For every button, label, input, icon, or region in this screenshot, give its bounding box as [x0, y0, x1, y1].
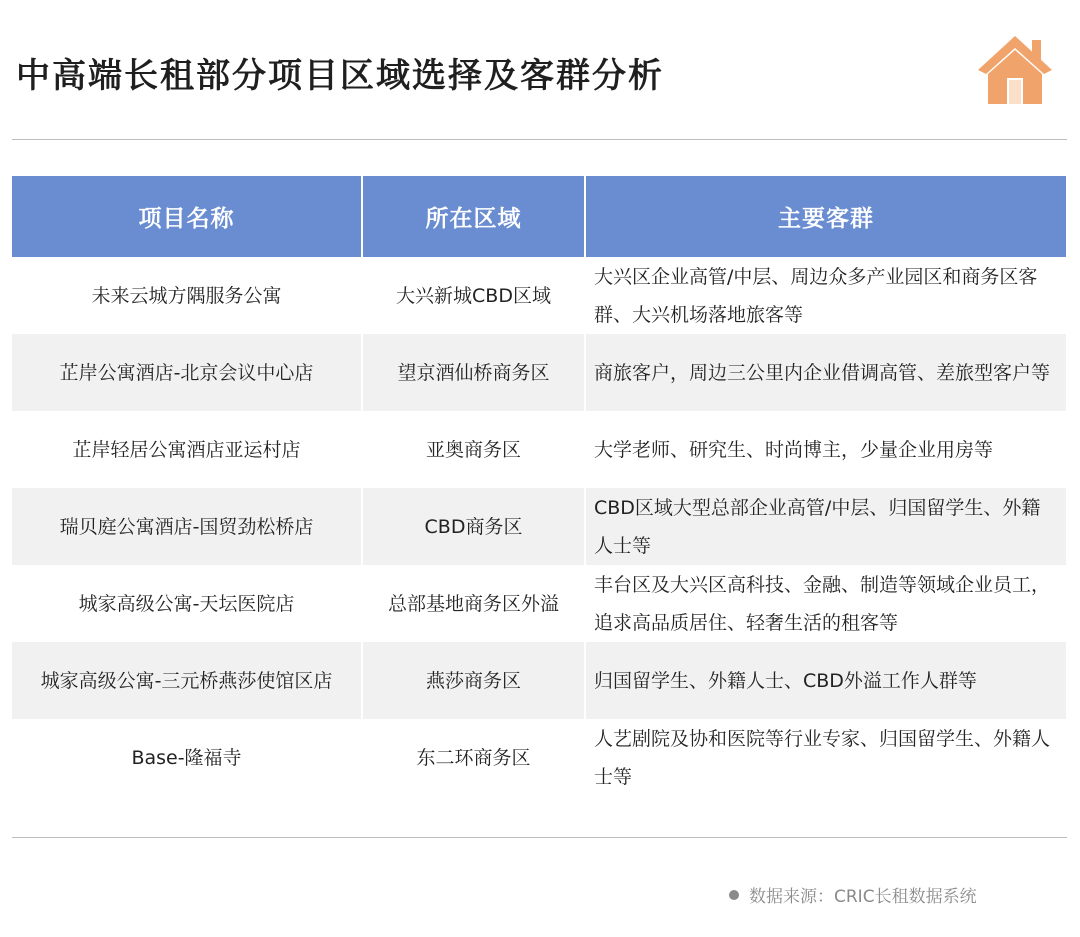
project-name-cell: 未来云城方隅服务公寓: [12, 257, 362, 334]
customers-cell: 大兴区企业高管/中层、周边众多产业园区和商务区客群、大兴机场落地旅客等: [585, 257, 1066, 334]
header-customers: 主要客群: [585, 176, 1066, 257]
region-cell: 亚奥商务区: [362, 411, 585, 488]
customers-cell: 归国留学生、外籍人士、CBD外溢工作人群等: [585, 642, 1066, 719]
table-header-row: [12, 176, 1066, 257]
table-row: [12, 719, 1066, 796]
project-name-cell: 城家高级公寓-天坛医院店: [12, 565, 362, 642]
header-project-name: 项目名称: [12, 176, 362, 257]
customers-cell: 人艺剧院及协和医院等行业专家、归国留学生、外籍人士等: [585, 719, 1066, 796]
top-divider: [12, 139, 1067, 140]
table-row: [12, 257, 1066, 334]
project-name-cell: 城家高级公寓-三元桥燕莎使馆区店: [12, 642, 362, 719]
table-row: [12, 642, 1066, 719]
region-cell: 燕莎商务区: [362, 642, 585, 719]
project-name-cell: 瑞贝庭公寓酒店-国贸劲松桥店: [12, 488, 362, 565]
bottom-divider: [12, 837, 1067, 838]
table-row: [12, 334, 1066, 411]
project-table: [12, 176, 1066, 796]
project-name-cell: 芷岸公寓酒店-北京会议中心店: [12, 334, 362, 411]
region-cell: 大兴新城CBD区域: [362, 257, 585, 334]
region-cell: 望京酒仙桥商务区: [362, 334, 585, 411]
region-cell: 总部基地商务区外溢: [362, 565, 585, 642]
dot-icon: [729, 890, 739, 900]
data-source-text: 数据来源：CRIC长租数据系统: [749, 887, 977, 907]
page-title: 中高端长租部分项目区域选择及客群分析: [16, 56, 664, 96]
project-name-cell: Base-隆福寺: [12, 719, 362, 796]
table-row: [12, 565, 1066, 642]
region-cell: 东二环商务区: [362, 719, 585, 796]
house-icon: [976, 32, 1054, 106]
customers-cell: 大学老师、研究生、时尚博主，少量企业用房等: [585, 411, 1066, 488]
header-region: 所在区域: [362, 176, 585, 257]
customers-cell: 商旅客户，周边三公里内企业借调高管、差旅型客户等: [585, 334, 1066, 411]
region-cell: CBD商务区: [362, 488, 585, 565]
customers-cell: CBD区域大型总部企业高管/中层、归国留学生、外籍人士等: [585, 488, 1066, 565]
project-name-cell: 芷岸轻居公寓酒店亚运村店: [12, 411, 362, 488]
customers-cell: 丰台区及大兴区高科技、金融、制造等领域企业员工，追求高品质居住、轻奢生活的租客等: [585, 565, 1066, 642]
data-source-note: [729, 882, 977, 907]
table-row: [12, 411, 1066, 488]
table-row: [12, 488, 1066, 565]
